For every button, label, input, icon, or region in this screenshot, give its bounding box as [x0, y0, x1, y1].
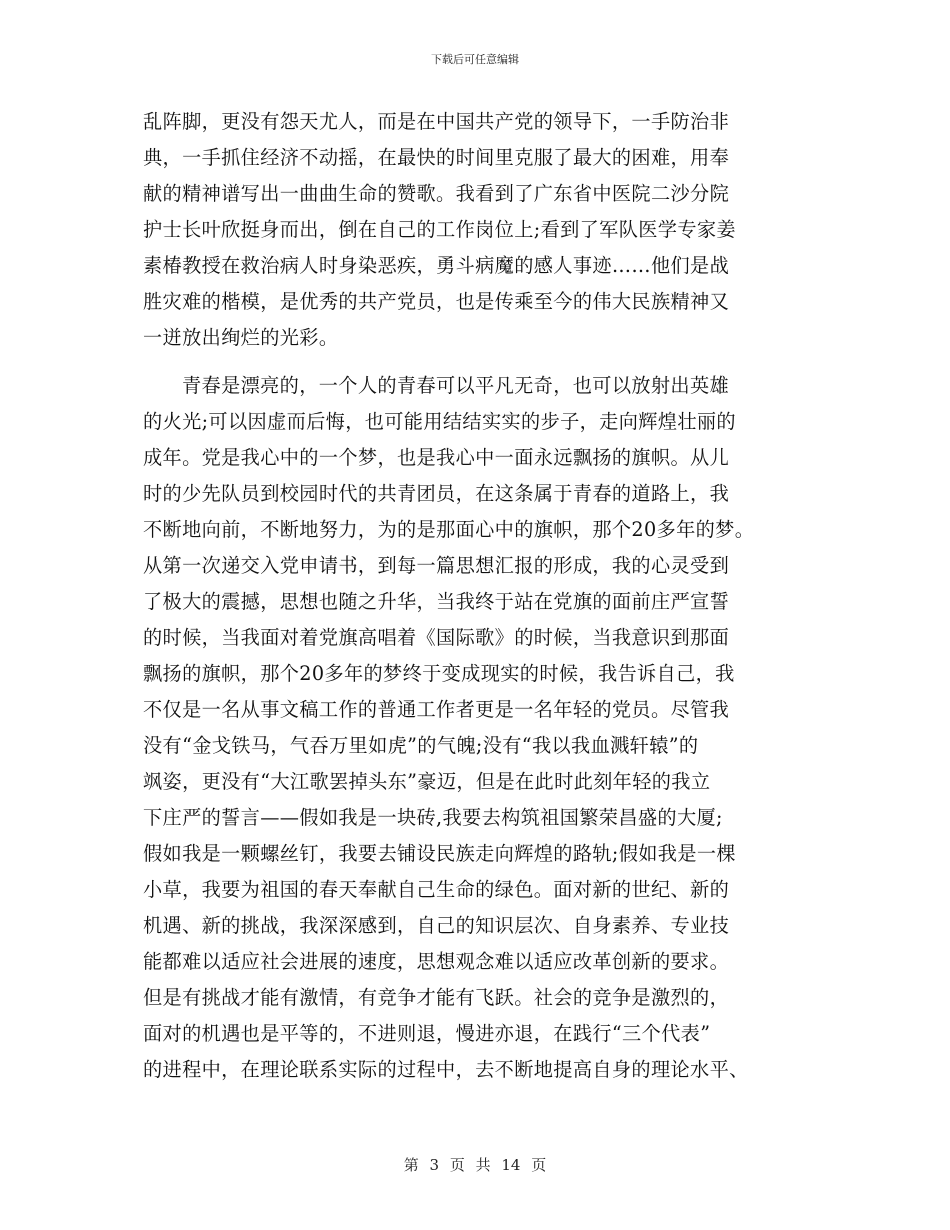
- paragraph-first-line: 青春是漂亮的，一个人的青春可以平凡无奇，也可以放射出英雄: [182, 374, 730, 397]
- text-line: 的时候，当我面对着党旗高唱着《国际歌》的时候，当我意识到那面: [143, 626, 730, 649]
- text-line: 但是有挑战才能有激情，有竞争才能有飞跃。社会的竞争是激烈的，: [143, 986, 730, 1009]
- text-line: 小草，我要为祖国的春天奉献自己生命的绿色。面对新的世纪、新的: [143, 878, 730, 901]
- page-number: 第 3 页 共 14 页: [403, 1156, 547, 1174]
- text-line: 了极大的震撼，思想也随之升华，当我终于站在党旗的面前庄严宣誓: [143, 590, 730, 613]
- text-line: 下庄严的誓言——假如我是一块砖,我要去构筑祖国繁荣昌盛的大厦;: [143, 806, 723, 829]
- page-header: 下载后可任意编辑: [431, 53, 519, 66]
- text-line: 乱阵脚，更没有怨天尤人，而是在中国共产党的领导下，一手防治非: [143, 110, 730, 133]
- text-line: 能都难以适应社会进展的速度，思想观念难以适应改革创新的要求。: [143, 950, 730, 973]
- text-line: 的火光;可以因虚而后悔，也可能用结结实实的步子，走向辉煌壮丽的: [143, 410, 736, 433]
- text-line: 胜灾难的楷模，是优秀的共产党员，也是传乘至今的伟大民族精神又: [143, 290, 730, 313]
- text-line: 不断地向前，不断地努力，为的是那面心中的旗帜，那个20多年的梦。: [143, 518, 755, 541]
- text-line: 从第一次递交入党申请书，到每一篇思想汇报的形成，我的心灵受到: [143, 554, 730, 577]
- text-line: 飒姿，更没有“大江歌罢掉头东”豪迈，但是在此时此刻年轻的我立: [143, 770, 711, 793]
- text-line: 成年。党是我心中的一个梦，也是我心中一面永远飘扬的旗帜。从儿: [143, 446, 730, 469]
- text-line: 护士长叶欣挺身而出，倒在自己的工作岗位上;看到了军队医学专家姜: [143, 218, 736, 241]
- text-line: 飘扬的旗帜，那个20多年的梦终于变成现实的时候，我告诉自己，我: [143, 662, 735, 685]
- text-line: 献的精神谱写出一曲曲生命的赞歌。我看到了广东省中医院二沙分院: [143, 182, 730, 205]
- text-line: 没有“金戈铁马，气吞万里如虎”的气魄;没有“我以我血溅轩辕”的: [143, 734, 699, 757]
- text-line: 假如我是一颗螺丝钉，我要去铺设民族走向辉煌的路轨;假如我是一棵: [143, 842, 736, 865]
- text-line: 不仅是一名从事文稿工作的普通工作者更是一名年轻的党员。尽管我: [143, 698, 730, 721]
- text-line: 面对的机遇也是平等的，不进则退，慢进亦退，在践行“三个代表”: [143, 1022, 711, 1045]
- text-line: 素椿教授在救治病人时身染恶疾，勇斗病魔的感人事迹……他们是战: [143, 254, 730, 277]
- text-line: 的进程中，在理论联系实际的过程中，去不断地提高自身的理论水平、: [143, 1058, 749, 1081]
- text-line: 典，一手抓住经济不动摇，在最快的时间里克服了最大的困难，用奉: [143, 146, 730, 169]
- text-line: 时的少先队员到校园时代的共青团员，在这条属于青春的道路上，我: [143, 482, 730, 505]
- text-line: 一迸放出绚烂的光彩。: [143, 326, 339, 349]
- text-line: 机遇、新的挑战，我深深感到，自己的知识层次、自身素养、专业技: [143, 914, 730, 937]
